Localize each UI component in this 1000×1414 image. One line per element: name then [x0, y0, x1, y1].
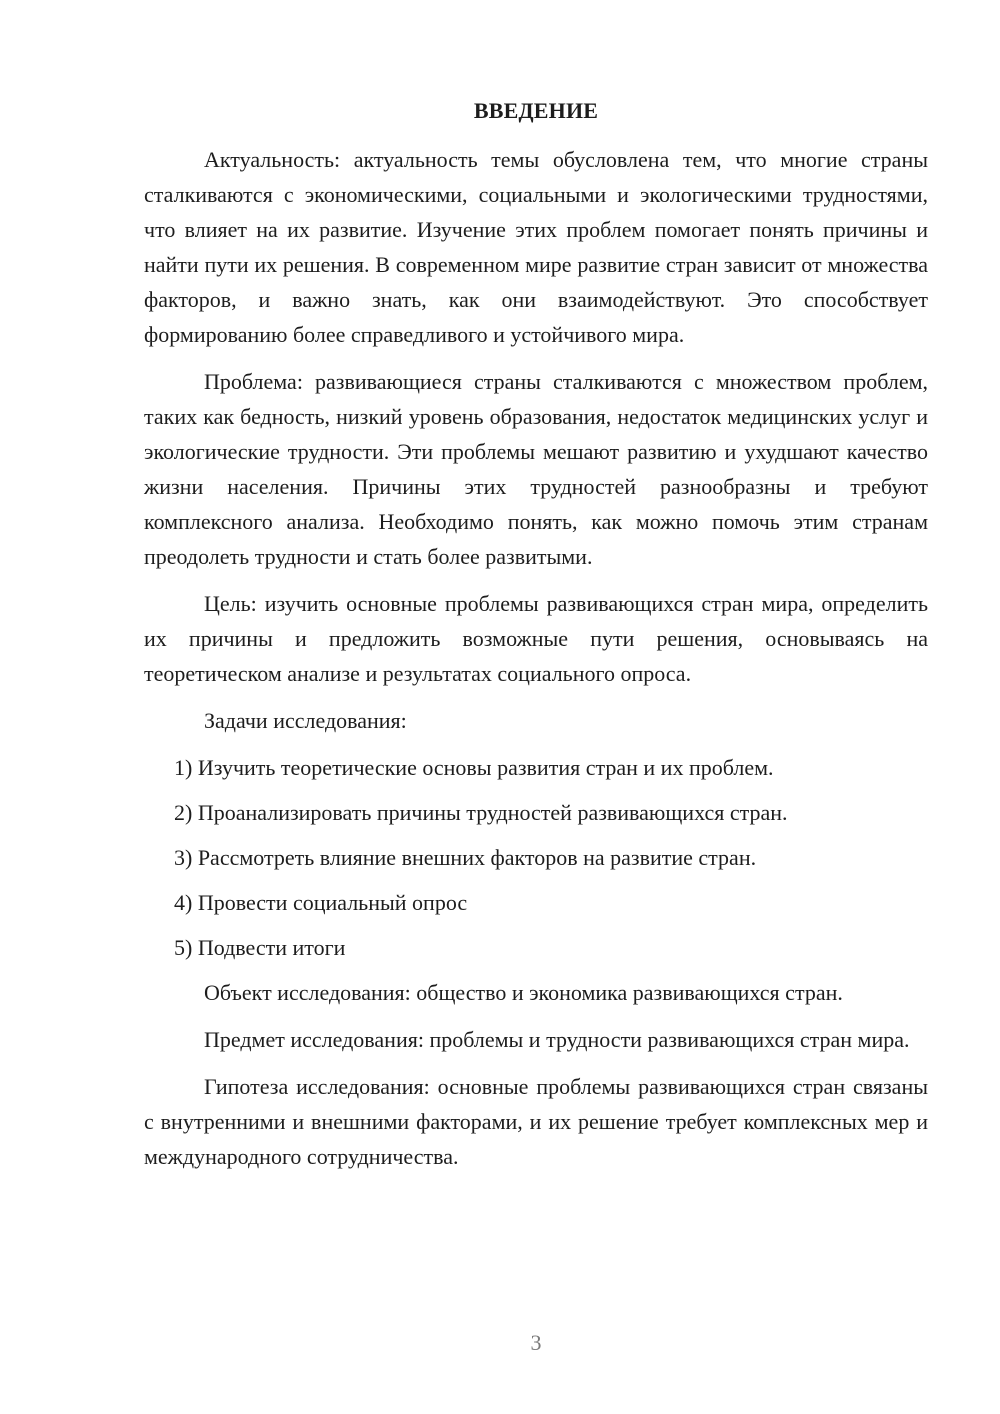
list-item: 2) Проанализировать причины трудностей развивающихся стран.	[174, 800, 788, 825]
problem-paragraph: Проблема: развивающиеся страны сталкиваются с множеством проблем, таких как бедность, низкий уровень образования, недостаток медицинских услуг и экологические трудности. Эти проблемы мешают развитию и ухудшают качество жизни населения. Причины этих трудностей разнообразны и требуют комплексного анализа. Необходимо понять, как можно помочь этим странам преодолеть трудности и стать более развитыми.	[144, 369, 928, 569]
goal-paragraph: Цель: изучить основные проблемы развивающихся стран мира, определить их причины и предложить возможные пути решения, основываясь на теоретическом анализе и результатах социального опроса.	[144, 591, 928, 686]
document-page	[144, 96, 928, 1186]
list-item: 5) Подвести итоги	[174, 935, 346, 960]
page-number: 3	[530, 1330, 542, 1355]
relevance-paragraph: Актуальность: актуальность темы обусловлена тем, что многие страны сталкиваются с экономическими, социальными и экологическими трудностями, что влияет на их развитие. Изучение этих проблем помогает понять причины и найти пути их решения. В современном мире развитие стран зависит от множества факторов, и важно знать, как они взаимодействуют. Это способствует формированию более справедливого и устойчивого мира.	[144, 147, 928, 347]
subject-paragraph: Предмет исследования: проблемы и трудности развивающихся стран мира.	[204, 1027, 910, 1052]
page-title: ВВЕДЕНИЕ	[473, 98, 599, 123]
list-item: 4) Провести социальный опрос	[174, 890, 468, 915]
list-item: 1) Изучить теоретические основы развития стран и их проблем.	[174, 755, 774, 780]
hypothesis-paragraph: Гипотеза исследования: основные проблемы развивающихся стран связаны с внутренними и внешними факторами, и их решение требует комплексных мер и международного сотрудничества.	[144, 1074, 928, 1169]
list-item: 3) Рассмотреть влияние внешних факторов на развитие стран.	[174, 845, 757, 870]
tasks-list	[144, 750, 928, 965]
object-paragraph: Объект исследования: общество и экономика развивающихся стран.	[204, 980, 843, 1005]
tasks-heading: Задачи исследования:	[204, 708, 407, 733]
